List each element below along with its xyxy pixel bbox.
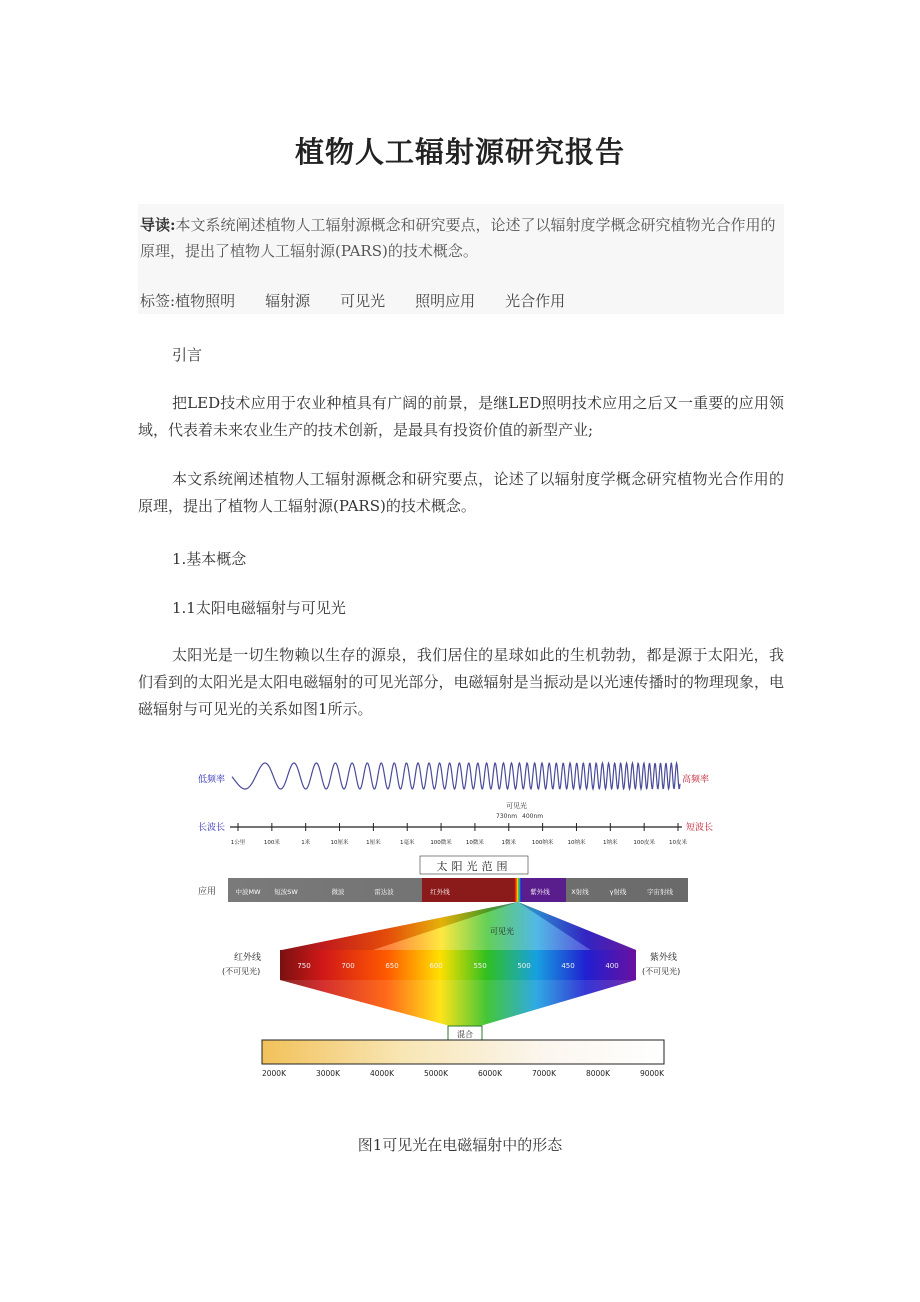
application-item: 红外线 [430, 888, 450, 896]
kelvin-tick-label: 8000K [585, 1069, 611, 1078]
wavelength-tick-label: 1毫米 [399, 840, 415, 846]
wavelength-tick-label: 100皮米 [633, 840, 655, 846]
application-label: 应用 [198, 887, 217, 897]
tags-label: 标签: [140, 292, 176, 310]
document-title: 植物人工辐射源研究报告 [294, 135, 625, 169]
wavelength-tick-label: 100纳米 [531, 840, 554, 846]
wavelength-tick-label: 1厘米 [366, 840, 381, 846]
spectrum-tick-label: 500 [517, 962, 531, 970]
high-frequency-label: 高频率 [682, 775, 710, 785]
spectrum-tick-label: 700 [341, 962, 355, 970]
wavelength-tick-label: 1米 [301, 840, 311, 846]
spectrum-tick-label: 550 [473, 962, 487, 970]
tag-item[interactable]: 可见光 [340, 292, 386, 310]
application-item: 中波MW [235, 888, 261, 896]
section-1-heading: 1.基本概念 [172, 550, 247, 568]
figure-caption: 图1可见光在电磁辐射中的形态 [357, 1136, 563, 1154]
summary-body: 本文系统阐述植物人工辐射源概念和研究要点，论述了以辐射度学概念研究植物光合作用的原理，提出了植物人工辐射源(PARS)的技术概念。 [140, 216, 776, 260]
wavelength-tick-label: 10皮米 [669, 840, 687, 846]
spectrum-tick-label: 600 [429, 962, 443, 970]
400nm-label: 400nm [522, 813, 544, 820]
tag-list [140, 290, 595, 311]
paragraph-1: 把LED技术应用于农业种植具有广阔的前景，是继LED照明技术应用之后又一重要的应用领域，代表着未来农业生产的技术创新，是最具有投资价值的新型产业; [138, 394, 784, 439]
visible-light-mid-label: 可见光 [490, 927, 514, 936]
visible-spectrum-band [280, 950, 636, 980]
infrared-label: 红外线 [234, 953, 262, 963]
paragraph-3: 太阳光是一切生物赖以生存的源泉，我们居住的星球如此的生机勃勃，都是源于太阳光，我们看到的太阳光是太阳电磁辐射的可见光部分，电磁辐射是当振动是以光速传播时的物理现象，电磁辐射与可见光的关系如图1所示。 [138, 646, 784, 718]
application-item: 宇宙射线 [647, 888, 673, 896]
short-wavelength-label: 短波长 [686, 823, 714, 833]
spectrum-tick-label: 450 [561, 962, 575, 970]
application-item: 雷达波 [374, 888, 394, 896]
summary-text [140, 212, 782, 264]
application-item: X射线 [571, 888, 589, 896]
wavelength-tick-label: 1微米 [501, 840, 517, 846]
visible-band [514, 878, 522, 902]
wavelength-tick-label: 100微米 [430, 840, 452, 846]
wavelength-tick-label: 100米 [263, 840, 280, 846]
application-item: γ射线 [609, 888, 627, 896]
mix-label: 混合 [457, 1030, 473, 1039]
spectrum-tick-label: 400 [605, 962, 619, 970]
color-temperature-bar [262, 1040, 664, 1064]
wavelength-tick-label: 10厘米 [330, 840, 349, 846]
tag-item[interactable]: 辐射源 [265, 292, 311, 310]
tag-item[interactable]: 植物照明 [175, 292, 236, 310]
wavelength-tick-label: 10纳米 [567, 840, 586, 846]
section-1-1-heading: 1.1太阳电磁辐射与可见光 [172, 599, 346, 617]
kelvin-tick-label: 5000K [423, 1069, 449, 1078]
wavelength-tick-label: 10微米 [465, 840, 484, 846]
kelvin-tick-label: 4000K [369, 1069, 395, 1078]
application-item: 紫外线 [530, 888, 550, 896]
ultraviolet-sublabel: (不可见光) [642, 967, 681, 976]
wavelength-tick-label: 1纳米 [603, 840, 618, 846]
spectrum-tick-label: 650 [385, 962, 399, 970]
kelvin-tick-label: 6000K [477, 1069, 503, 1078]
spectrum-tick-label: 750 [297, 962, 311, 970]
kelvin-tick-label: 3000K [315, 1069, 341, 1078]
application-item: 短波SW [274, 888, 298, 896]
kelvin-tick-label: 9000K [639, 1069, 665, 1078]
long-wavelength-label: 长波长 [198, 823, 226, 833]
730nm-label: 730nm [496, 813, 518, 820]
summary-box [138, 204, 784, 314]
tag-item[interactable]: 照明应用 [415, 292, 476, 310]
visible-light-top-label: 可见光 [506, 802, 527, 810]
em-spectrum-figure [188, 744, 732, 1102]
ultraviolet-label: 紫外线 [650, 953, 678, 963]
application-item: 微波 [331, 888, 345, 896]
sun-range-label: 太阳光范围 [436, 860, 512, 873]
section-intro-heading: 引言 [172, 346, 203, 364]
tag-item[interactable]: 光合作用 [505, 292, 566, 310]
summary-label: 导读: [140, 216, 176, 234]
infrared-sublabel: (不可见光) [222, 967, 261, 976]
wavelength-tick-label: 1公里 [230, 840, 246, 846]
kelvin-tick-label: 7000K [531, 1069, 557, 1078]
paragraph-2: 本文系统阐述植物人工辐射源概念和研究要点，论述了以辐射度学概念研究植物光合作用的原理，提出了植物人工辐射源(PARS)的技术概念。 [138, 470, 784, 515]
kelvin-tick-label: 2000K [261, 1069, 287, 1078]
low-frequency-label: 低频率 [198, 775, 226, 785]
